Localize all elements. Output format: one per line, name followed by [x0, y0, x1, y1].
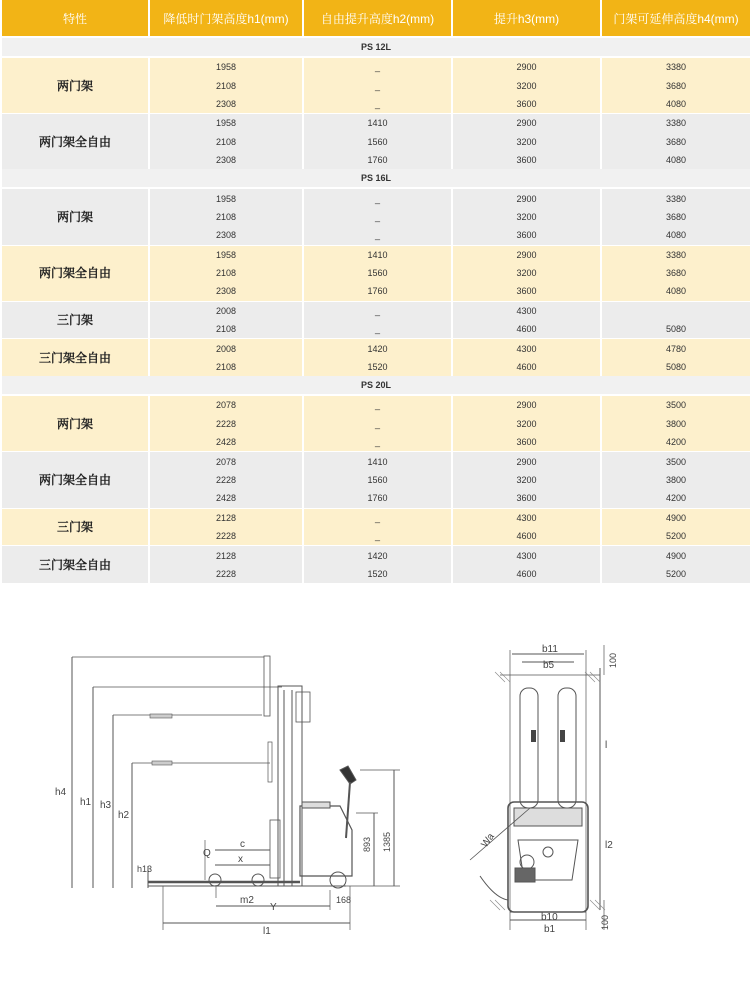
label-h1: h1 — [80, 797, 92, 808]
value-cell: 1420 — [304, 545, 451, 564]
diagram-svg — [0, 580, 750, 1001]
value-cell: 5080 — [602, 358, 750, 376]
value-cell: 1760 — [304, 282, 451, 300]
value-cell: 3200 — [453, 133, 600, 151]
label-l2: l2 — [605, 840, 613, 851]
column-header: 提升h3(mm) — [453, 0, 600, 38]
value-cell: 2228 — [150, 565, 302, 583]
value-cell: 4200 — [602, 489, 750, 507]
label-l1: l1 — [263, 926, 271, 937]
label-q: Q — [203, 848, 211, 859]
value-cell: 2900 — [453, 451, 600, 470]
feature-cell: 两门架全自由 — [2, 451, 148, 507]
value-cell: 2078 — [150, 395, 302, 414]
table-row — [2, 113, 750, 132]
table-row — [2, 508, 750, 527]
value-cell: _ — [304, 527, 451, 545]
label-1385: 1385 — [382, 831, 392, 852]
model-row — [2, 38, 750, 57]
value-cell: 4300 — [453, 545, 600, 564]
value-cell: 3800 — [602, 415, 750, 433]
dimension-drawings — [0, 580, 750, 1001]
column-header: 自由提升高度h2(mm) — [304, 0, 451, 38]
label-893: 893 — [362, 836, 372, 852]
value-cell: _ — [304, 395, 451, 414]
table-header-row — [2, 0, 750, 38]
value-cell: 4600 — [453, 527, 600, 545]
value-cell: _ — [304, 76, 451, 94]
feature-cell: 三门架 — [2, 508, 148, 546]
value-cell: 4600 — [453, 358, 600, 376]
value-cell: 3200 — [453, 76, 600, 94]
value-cell: 5200 — [602, 565, 750, 583]
value-cell: 1410 — [304, 113, 451, 132]
value-cell: 2900 — [453, 113, 600, 132]
model-name: PS 16L — [2, 169, 750, 188]
value-cell: 5080 — [602, 320, 750, 338]
value-cell: _ — [304, 208, 451, 226]
value-cell: 4300 — [453, 338, 600, 357]
value-cell: 2008 — [150, 301, 302, 320]
label-168: 168 — [336, 895, 352, 905]
value-cell: 3680 — [602, 264, 750, 282]
value-cell: 2108 — [150, 208, 302, 226]
value-cell: 4080 — [602, 151, 750, 169]
label-100-bottom: 100 — [600, 914, 610, 930]
label-b5: b5 — [543, 660, 555, 671]
value-cell: 5200 — [602, 527, 750, 545]
value-cell: 3200 — [453, 471, 600, 489]
feature-cell: 两门架全自由 — [2, 113, 148, 169]
value-cell: 2308 — [150, 282, 302, 300]
value-cell: 3380 — [602, 57, 750, 76]
label-l: l — [605, 740, 608, 751]
value-cell: 3380 — [602, 188, 750, 207]
value-cell: 2108 — [150, 133, 302, 151]
top-view-drawing — [470, 645, 604, 930]
feature-cell: 三门架 — [2, 301, 148, 339]
value-cell: 2008 — [150, 338, 302, 357]
label-y: Y — [270, 902, 277, 913]
column-header: 门架可延伸高度h4(mm) — [602, 0, 750, 38]
value-cell: 3600 — [453, 226, 600, 244]
value-cell: _ — [304, 415, 451, 433]
value-cell: 1520 — [304, 565, 451, 583]
table-row — [2, 545, 750, 564]
value-cell: 2128 — [150, 545, 302, 564]
label-b10: b10 — [541, 912, 558, 923]
value-cell: 3600 — [453, 282, 600, 300]
table-body — [2, 38, 750, 583]
value-cell: 4080 — [602, 226, 750, 244]
label-b11: b11 — [542, 644, 558, 655]
value-cell: 2428 — [150, 433, 302, 451]
value-cell: 2308 — [150, 95, 302, 113]
value-cell: 3200 — [453, 264, 600, 282]
feature-cell: 三门架全自由 — [2, 338, 148, 376]
value-cell: 3200 — [453, 415, 600, 433]
value-cell: 3680 — [602, 208, 750, 226]
label-m2: m2 — [240, 895, 254, 906]
value-cell: 4900 — [602, 545, 750, 564]
value-cell: 4080 — [602, 95, 750, 113]
value-cell: _ — [304, 95, 451, 113]
label-100-top: 100 — [608, 652, 618, 668]
value-cell: 2108 — [150, 358, 302, 376]
value-cell: _ — [304, 226, 451, 244]
value-cell: 1560 — [304, 133, 451, 151]
value-cell: 4900 — [602, 508, 750, 527]
value-cell: 1560 — [304, 264, 451, 282]
value-cell: 3600 — [453, 489, 600, 507]
table-row — [2, 57, 750, 76]
value-cell: 4080 — [602, 282, 750, 300]
value-cell: 3800 — [602, 471, 750, 489]
value-cell: _ — [304, 57, 451, 76]
value-cell: 1958 — [150, 245, 302, 264]
value-cell: 4780 — [602, 338, 750, 357]
feature-cell: 两门架 — [2, 395, 148, 451]
value-cell — [602, 301, 750, 320]
value-cell: 2428 — [150, 489, 302, 507]
value-cell: _ — [304, 320, 451, 338]
label-h13: h13 — [137, 864, 153, 874]
side-view-drawing — [72, 656, 400, 930]
value-cell: 1760 — [304, 151, 451, 169]
value-cell: 1958 — [150, 188, 302, 207]
value-cell: 1760 — [304, 489, 451, 507]
value-cell: _ — [304, 433, 451, 451]
value-cell: 1958 — [150, 113, 302, 132]
table-row — [2, 301, 750, 320]
feature-cell: 两门架 — [2, 57, 148, 113]
value-cell: 3500 — [602, 451, 750, 470]
value-cell: 1520 — [304, 358, 451, 376]
label-c: c — [240, 839, 245, 850]
value-cell: 3680 — [602, 133, 750, 151]
value-cell: 2900 — [453, 395, 600, 414]
table-row — [2, 188, 750, 207]
value-cell: _ — [304, 188, 451, 207]
column-header: 特性 — [2, 0, 148, 38]
value-cell: 2108 — [150, 264, 302, 282]
feature-cell: 两门架全自由 — [2, 245, 148, 301]
value-cell: 2900 — [453, 188, 600, 207]
value-cell: 2900 — [453, 245, 600, 264]
feature-cell: 三门架全自由 — [2, 545, 148, 583]
model-name: PS 12L — [2, 38, 750, 57]
table-row — [2, 395, 750, 414]
value-cell: 2308 — [150, 226, 302, 244]
label-b1: b1 — [544, 924, 556, 935]
value-cell: 1420 — [304, 338, 451, 357]
model-row — [2, 169, 750, 188]
feature-cell: 两门架 — [2, 188, 148, 244]
value-cell: 2108 — [150, 320, 302, 338]
label-x: x — [238, 854, 243, 865]
value-cell: 3200 — [453, 208, 600, 226]
value-cell: 2078 — [150, 451, 302, 470]
value-cell: 4300 — [453, 301, 600, 320]
value-cell: _ — [304, 508, 451, 527]
table-row — [2, 245, 750, 264]
value-cell: 1958 — [150, 57, 302, 76]
value-cell: 3680 — [602, 76, 750, 94]
value-cell: _ — [304, 301, 451, 320]
value-cell: 2108 — [150, 76, 302, 94]
value-cell: 2900 — [453, 57, 600, 76]
value-cell: 1560 — [304, 471, 451, 489]
value-cell: 4300 — [453, 508, 600, 527]
label-wa: Wa — [479, 831, 497, 850]
table-row — [2, 338, 750, 357]
value-cell: 4600 — [453, 565, 600, 583]
value-cell: 2228 — [150, 471, 302, 489]
value-cell: 4600 — [453, 320, 600, 338]
value-cell: 3380 — [602, 113, 750, 132]
value-cell: 2228 — [150, 527, 302, 545]
label-h2: h2 — [118, 810, 130, 821]
value-cell: 3380 — [602, 245, 750, 264]
top-view-labels — [479, 644, 618, 935]
value-cell: 3600 — [453, 95, 600, 113]
label-h3: h3 — [100, 800, 112, 811]
value-cell: 2228 — [150, 415, 302, 433]
model-row — [2, 376, 750, 395]
value-cell: 4200 — [602, 433, 750, 451]
value-cell: 1410 — [304, 245, 451, 264]
value-cell: 3500 — [602, 395, 750, 414]
value-cell: 2128 — [150, 508, 302, 527]
model-name: PS 20L — [2, 376, 750, 395]
value-cell: 3600 — [453, 433, 600, 451]
table-row — [2, 451, 750, 470]
value-cell: 3600 — [453, 151, 600, 169]
value-cell: 2308 — [150, 151, 302, 169]
column-header: 降低时门架高度h1(mm) — [150, 0, 302, 38]
value-cell: 1410 — [304, 451, 451, 470]
label-h4: h4 — [55, 787, 67, 798]
